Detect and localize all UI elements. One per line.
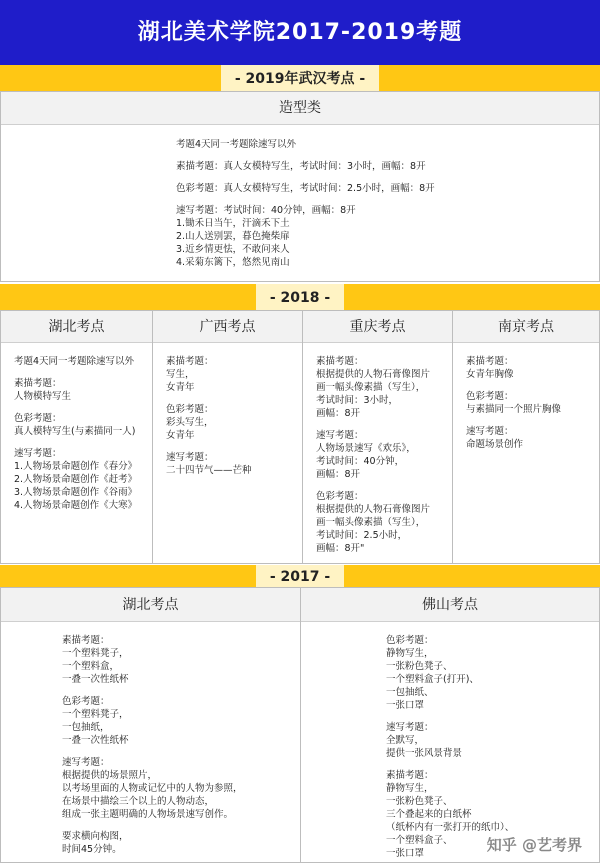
question-line: 一个塑料盒， <box>62 661 120 672</box>
question-line: 画幅：8开" <box>316 543 365 554</box>
question-line: 人物模特写生 <box>14 391 72 402</box>
divider <box>300 588 301 863</box>
question-line: 女青年胸像 <box>466 369 514 380</box>
band-label: - 2017 - <box>256 565 344 589</box>
question-line: 全默写， <box>386 735 425 746</box>
question-heading: 色彩考题： <box>466 391 514 402</box>
question-group <box>14 447 137 512</box>
band-label: - 2019年武汉考点 - <box>221 65 379 93</box>
question-line: 1.锄禾日当午，汗滴禾下土 <box>176 218 290 229</box>
question-group <box>62 634 243 686</box>
section-band-2017 <box>0 565 600 587</box>
question-heading: 色彩考题： <box>316 491 364 502</box>
question-line: 女青年 <box>166 430 195 441</box>
question-line: 画幅：8开 <box>316 469 361 480</box>
question-group <box>386 634 514 712</box>
question-line: 1.人物场景命题创作《春分》 <box>14 461 138 472</box>
question-line: 彩头写生， <box>166 417 214 428</box>
question-line: 根据提供的人物石膏像图片 <box>316 504 431 515</box>
question-line: 考试时间：3小时， <box>316 395 399 406</box>
column-title-guangxi: 广西考点 <box>199 319 256 335</box>
question-line: 根据提供的人物石膏像图片 <box>316 369 431 380</box>
question-group <box>14 355 137 368</box>
question-group <box>62 756 243 821</box>
question-line: 以考场里面的人物或记忆中的人物为参照， <box>62 783 243 794</box>
question-heading: 考题4天同一考题除速写以外 <box>176 139 297 150</box>
question-heading: 色彩考题： <box>14 413 62 424</box>
question-group <box>176 204 435 269</box>
question-heading: 色彩考题： <box>386 635 434 646</box>
question-line: 3.近乡情更怯，不敢问来人 <box>176 244 290 255</box>
watermark: 知乎 @艺考界 <box>486 836 582 854</box>
question-line: 画幅：8开 <box>316 408 361 419</box>
exam-content-foshan <box>386 634 514 863</box>
question-line: 一个塑料盒子、 <box>386 835 453 846</box>
question-line: 3.人物场景命题创作《谷雨》 <box>14 487 138 498</box>
question-heading: 色彩考题： <box>166 404 214 415</box>
question-line: 一张粉色凳子、 <box>386 661 453 672</box>
question-heading: 色彩考题：真人女模特写生，考试时间：2.5小时，画幅：8开 <box>176 183 435 194</box>
question-heading: 速写考题： <box>14 448 62 459</box>
question-line: 4.人物场景命题创作《大寒》 <box>14 500 138 511</box>
question-line: 画一幅头像素描（写生）， <box>316 517 426 528</box>
question-group <box>466 390 561 416</box>
question-group <box>316 429 430 481</box>
question-line: 一叠一次性纸杯 <box>62 674 129 685</box>
question-group <box>316 355 430 420</box>
question-line: 静物写生， <box>386 648 434 659</box>
question-line: 组成一张主题明确的人物场景速写创作。 <box>62 809 234 820</box>
question-line: 写生， <box>166 369 195 380</box>
question-heading: 速写考题： <box>316 430 364 441</box>
question-line: 与素描同一个照片胸像 <box>466 404 562 415</box>
question-group <box>14 412 137 438</box>
question-line: （纸杯内有一张打开的纸巾）、 <box>386 822 515 833</box>
question-heading: 速写考题：考试时间：40分钟，画幅：8开 <box>176 205 356 216</box>
question-heading: 速写考题： <box>386 722 434 733</box>
page-title: 湖北美术学院2017-2019考题 <box>0 0 600 65</box>
question-line: 考试时间：40分钟， <box>316 456 405 467</box>
section-subhead: 造型类 <box>1 92 599 125</box>
column-title-hubei: 湖北考点 <box>48 319 105 335</box>
question-line: 三个叠起来的白纸杯 <box>386 809 472 820</box>
question-line: 一包抽纸、 <box>386 687 434 698</box>
question-line: 考试时间：2.5小时， <box>316 530 408 541</box>
question-group <box>166 355 252 394</box>
question-line: 一个塑料盒子(打开)、 <box>386 674 479 685</box>
column-title-nanjing: 南京考点 <box>498 319 554 335</box>
question-line: 2.人物场景命题创作《赶考》 <box>14 474 138 485</box>
column-title-chongqing: 重庆考点 <box>349 319 406 335</box>
exam-content-nanjing <box>466 355 561 460</box>
question-group <box>176 160 435 173</box>
question-line: 2.山人送别罢，暮色掩柴扉 <box>176 231 290 242</box>
column-title-foshan: 佛山考点 <box>422 597 478 613</box>
question-line: 一张口罩 <box>386 700 425 711</box>
question-line: 一叠一次性纸杯 <box>62 735 129 746</box>
question-line: 在场景中描绘三个以上的人物动态， <box>62 796 215 807</box>
question-heading: 素描考题：真人女模特写生，考试时间：3小时，画幅：8开 <box>176 161 426 172</box>
question-group <box>176 138 435 151</box>
column-title-hubei: 湖北考点 <box>122 597 179 613</box>
exam-content-chongqing <box>316 355 430 564</box>
question-line: 人物场景速写《欢乐》， <box>316 443 416 454</box>
question-heading: 素描考题： <box>62 635 110 646</box>
question-line: 静物写生， <box>386 783 434 794</box>
question-group <box>14 377 137 403</box>
question-line: 一张口罩 <box>386 848 425 859</box>
question-line: 一包抽纸， <box>62 722 110 733</box>
question-line: 一个塑料凳子， <box>62 709 129 720</box>
section-band-2018 <box>0 284 600 310</box>
question-group <box>316 490 430 555</box>
section-band-2019 <box>0 65 600 91</box>
question-heading: 要求横向构图， <box>62 831 129 842</box>
question-group <box>466 355 561 381</box>
exam-content-hubei <box>14 355 137 521</box>
question-group <box>62 695 243 747</box>
question-line: 女青年 <box>166 382 195 393</box>
question-line: 二十四节气——芒种 <box>166 465 252 476</box>
question-group <box>176 182 435 195</box>
divider <box>152 311 153 563</box>
question-line: 提供一张风景背景 <box>386 748 463 759</box>
exam-content <box>176 138 435 278</box>
question-group <box>166 451 252 477</box>
divider <box>452 311 453 563</box>
question-line: 根据提供的场景照片， <box>62 770 158 781</box>
question-line: 真人模特写生(与素描同一人) <box>14 426 136 437</box>
question-heading: 素描考题： <box>316 356 364 367</box>
question-group <box>386 721 514 760</box>
question-group <box>166 403 252 442</box>
question-group <box>62 830 243 856</box>
question-line: 命题场景创作 <box>466 439 524 450</box>
question-group <box>466 425 561 451</box>
question-line: 4.采菊东篱下，悠然见南山 <box>176 257 290 268</box>
question-line: 时间45分钟。 <box>62 844 122 855</box>
band-label: - 2018 - <box>256 284 344 312</box>
question-heading: 速写考题： <box>166 452 214 463</box>
question-line: 画一幅头像素描（写生）， <box>316 382 426 393</box>
question-heading: 色彩考题： <box>62 696 110 707</box>
question-heading: 速写考题： <box>62 757 110 768</box>
question-heading: 素描考题： <box>166 356 214 367</box>
divider <box>302 311 303 563</box>
question-line: 一张粉色凳子、 <box>386 796 453 807</box>
question-heading: 考题4天同一考题除速写以外 <box>14 356 135 367</box>
question-heading: 素描考题： <box>466 356 514 367</box>
question-line: 一个塑料凳子， <box>62 648 129 659</box>
question-heading: 素描考题： <box>386 770 434 781</box>
exam-content-guangxi <box>166 355 252 486</box>
question-heading: 速写考题： <box>466 426 514 437</box>
question-heading: 素描考题： <box>14 378 62 389</box>
exam-content-hubei <box>62 634 243 863</box>
